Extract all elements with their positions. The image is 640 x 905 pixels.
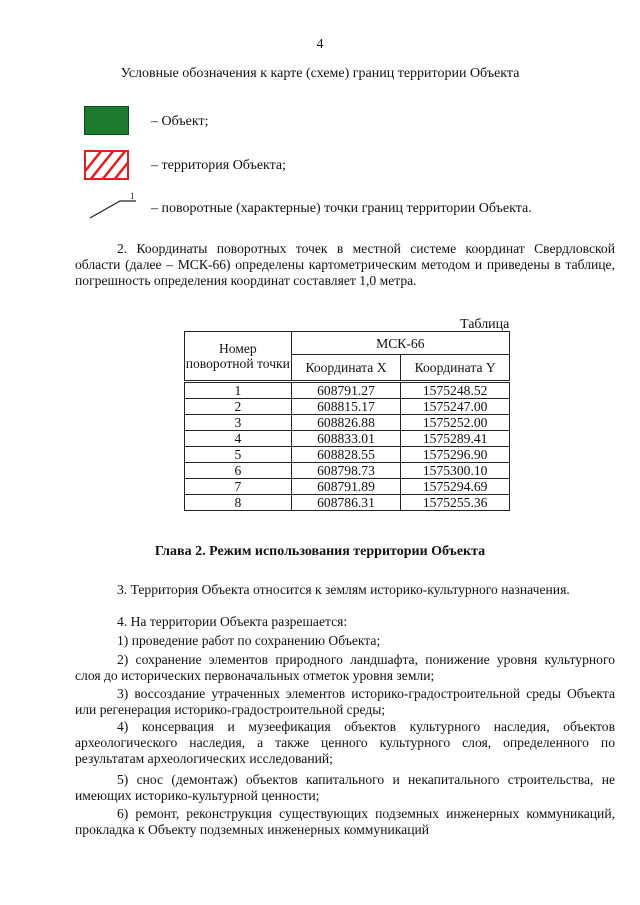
point-number: 5 — [185, 447, 292, 463]
list-item: 2) сохранение элементов природного ландшафта, понижение уровня культурного слоя до исторических первоначальных отметок уровня земли; — [75, 652, 615, 683]
paragraph-2: 2. Координаты поворотных точек в местной системе координат Свердловской области (далее – МСК-66) определены картометрическим методом и приведены в таблице, погрешность определения координат составляет 1,0 метра. — [75, 241, 615, 288]
paragraph-3: 3. Территория Объекта относится к землям историко-культурного назначения. — [117, 582, 570, 597]
header-coordinate-y: Координата Y — [401, 355, 510, 382]
chapter-title: Глава 2. Режим использования территории Объекта — [154, 544, 486, 559]
table-row — [185, 382, 510, 399]
legend-item-turning-points: – поворотные (характерные) точки границ территории Объекта. — [151, 201, 532, 216]
table-row — [185, 431, 510, 447]
coordinate-x: 608798.73 — [291, 463, 401, 479]
header-coordinate-system: МСК-66 — [291, 332, 509, 355]
coordinate-y: 1575289.41 — [401, 431, 510, 447]
turning-point-label: 1 — [130, 191, 135, 201]
point-number: 4 — [185, 431, 292, 447]
coordinate-y: 1575294.69 — [401, 479, 510, 495]
list-item: 5) снос (демонтаж) объектов капитального и некапитального строительства, не имеющих историко-культурной ценности; — [75, 772, 615, 803]
territory-hatch-icon — [84, 150, 129, 180]
coordinate-x: 608833.01 — [291, 431, 401, 447]
table-caption: Таблица — [460, 317, 510, 332]
coordinate-y: 1575300.10 — [401, 463, 510, 479]
table-row — [185, 463, 510, 479]
coordinate-x: 608828.55 — [291, 447, 401, 463]
table-row — [185, 415, 510, 431]
table-row — [185, 479, 510, 495]
list-item: 1) проведение работ по сохранению Объекта; — [117, 633, 381, 648]
coordinate-y: 1575247.00 — [401, 399, 510, 415]
legend-item-object: – Объект; — [151, 114, 209, 129]
coordinates-table — [184, 331, 510, 511]
table-row — [185, 447, 510, 463]
header-point-number: Номер поворотной точки — [185, 332, 292, 382]
point-number: 7 — [185, 479, 292, 495]
point-number: 8 — [185, 495, 292, 511]
legend-item-territory: – территория Объекта; — [151, 158, 287, 173]
page-number: 4 — [316, 37, 324, 52]
table-row — [185, 399, 510, 415]
coordinate-x: 608791.27 — [291, 382, 401, 399]
turning-point-icon — [88, 191, 144, 221]
table-row — [185, 495, 510, 511]
coordinate-x: 608815.17 — [291, 399, 401, 415]
header-coordinate-x: Координата X — [291, 355, 401, 382]
coordinate-x: 608786.31 — [291, 495, 401, 511]
point-number: 3 — [185, 415, 292, 431]
list-item: 3) воссоздание утраченных элементов историко-градостроительной среды Объекта или регенерация историко-градостроительной среды; — [75, 686, 615, 717]
legend-title: Условные обозначения к карте (схеме) границ территории Объекта — [120, 66, 520, 81]
coordinate-y: 1575296.90 — [401, 447, 510, 463]
coordinate-x: 608826.88 — [291, 415, 401, 431]
coordinate-y: 1575255.36 — [401, 495, 510, 511]
coordinate-x: 608791.89 — [291, 479, 401, 495]
point-number: 2 — [185, 399, 292, 415]
coordinate-y: 1575248.52 — [401, 382, 510, 399]
list-item: 4) консервация и музеефикация объектов культурного наследия, объектов археологического наследия, а также ценного культурного слоя, определенного по результатам археологических исследований; — [75, 719, 615, 766]
paragraph-4: 4. На территории Объекта разрешается: — [117, 614, 348, 629]
list-item: 6) ремонт, реконструкция существующих подземных инженерных коммуникаций, прокладка к Объекту подземных инженерных коммуникаций — [75, 806, 615, 837]
point-number: 1 — [185, 382, 292, 399]
coordinate-y: 1575252.00 — [401, 415, 510, 431]
object-legend-icon — [84, 106, 129, 135]
point-number: 6 — [185, 463, 292, 479]
